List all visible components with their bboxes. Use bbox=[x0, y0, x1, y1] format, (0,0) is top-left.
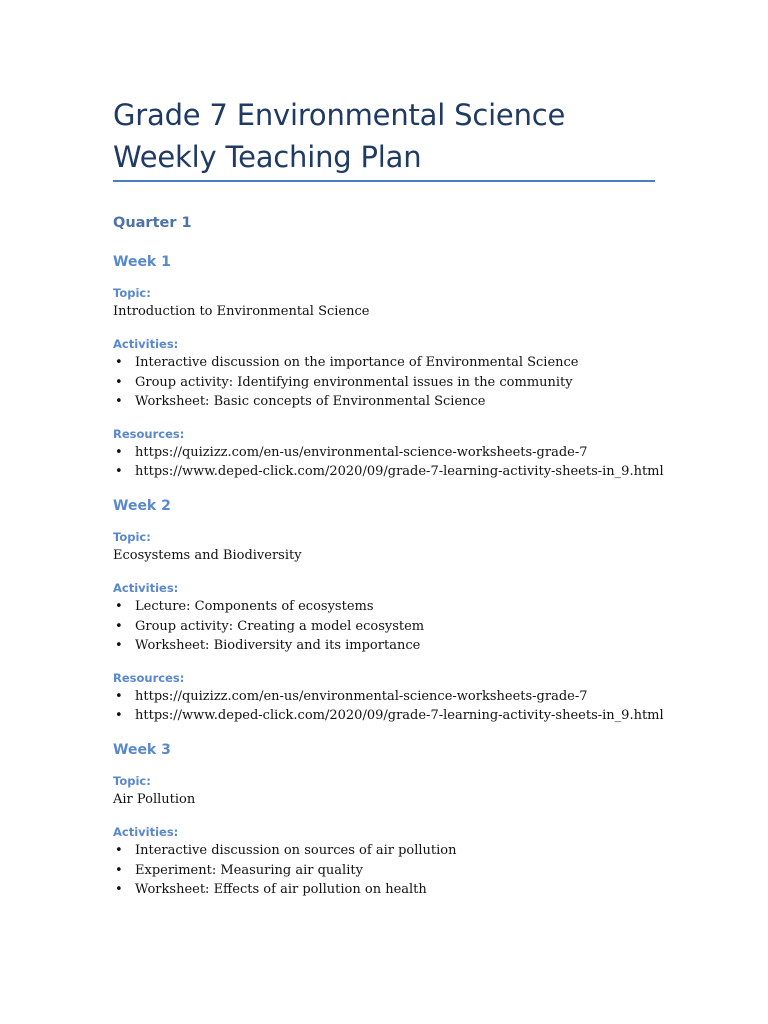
bullet-icon: • bbox=[115, 394, 123, 410]
resources-list bbox=[113, 687, 673, 726]
bullet-icon: • bbox=[115, 355, 123, 370]
week-section bbox=[113, 252, 673, 482]
bullet-icon: • bbox=[115, 598, 123, 614]
resource-link[interactable]: https://quizizz.com/en-us/environmental-science-worksheets-grade-7 bbox=[135, 688, 588, 704]
activity-text: Worksheet: Biodiversity and its importance bbox=[135, 638, 421, 654]
activity-text: Interactive discussion on the importance of Environmental Science bbox=[135, 355, 579, 370]
bullet-icon: • bbox=[115, 842, 123, 858]
topic-label: Topic: bbox=[113, 286, 151, 300]
activity-text: Worksheet: Effects of air pollution on health bbox=[135, 882, 427, 898]
activity-text: Interactive discussion on sources of air pollution bbox=[135, 842, 457, 858]
bullet-icon: • bbox=[115, 638, 123, 654]
activities-list bbox=[113, 841, 673, 900]
activity-item bbox=[113, 597, 673, 617]
bullet-icon: • bbox=[115, 444, 123, 460]
bullet-icon: • bbox=[115, 882, 123, 898]
activity-text: Lecture: Components of ecosystems bbox=[135, 598, 374, 614]
activities-label: Activities: bbox=[113, 824, 179, 839]
activity-text: Group activity: Identifying environmental issues in the community bbox=[135, 374, 573, 390]
topic-text: Air Pollution bbox=[113, 791, 196, 807]
resource-link[interactable]: https://quizizz.com/en-us/environmental-science-worksheets-grade-7 bbox=[135, 444, 588, 460]
activities-label: Activities: bbox=[113, 580, 179, 595]
topic-label: Topic: bbox=[113, 773, 151, 788]
activity-item bbox=[113, 636, 673, 656]
topic-text: Introduction to Environmental Science bbox=[113, 304, 370, 319]
week-heading: Week 1 bbox=[113, 254, 171, 270]
resource-link[interactable]: https://www.deped-click.com/2020/09/grade-7-learning-activity-sheets-in_9.html bbox=[135, 464, 664, 480]
bullet-icon: • bbox=[115, 688, 123, 704]
topic-text: Ecosystems and Biodiversity bbox=[113, 547, 302, 563]
bullet-icon: • bbox=[115, 708, 123, 724]
activity-item bbox=[113, 373, 673, 393]
activity-text: Worksheet: Basic concepts of Environmental Science bbox=[135, 394, 486, 410]
resources-list bbox=[113, 443, 673, 482]
resources-label: Resources: bbox=[113, 426, 185, 441]
resource-item bbox=[113, 462, 673, 482]
resources-label: Resources: bbox=[113, 670, 185, 685]
bullet-icon: • bbox=[115, 374, 123, 390]
activity-item bbox=[113, 880, 673, 900]
activity-item bbox=[113, 392, 673, 412]
resource-item bbox=[113, 687, 673, 707]
activity-text: Group activity: Creating a model ecosystem bbox=[135, 618, 425, 634]
activities-label: Activities: bbox=[113, 337, 179, 351]
activity-item bbox=[113, 617, 673, 637]
activities-list bbox=[113, 597, 673, 656]
week-heading: Week 2 bbox=[113, 497, 171, 514]
week-heading: Week 3 bbox=[113, 741, 171, 758]
activity-item bbox=[113, 841, 673, 861]
activity-item bbox=[113, 353, 673, 373]
quarter-heading: Quarter 1 bbox=[113, 215, 192, 231]
resource-item bbox=[113, 706, 673, 726]
bullet-icon: • bbox=[115, 464, 123, 480]
bullet-icon: • bbox=[115, 618, 123, 634]
document-body bbox=[113, 212, 673, 914]
bullet-icon: • bbox=[115, 862, 123, 878]
week-section bbox=[113, 496, 673, 726]
activity-text: Experiment: Measuring air quality bbox=[135, 862, 363, 878]
title-divider bbox=[113, 180, 655, 182]
resource-item bbox=[113, 443, 673, 463]
activity-item bbox=[113, 861, 673, 881]
activities-list bbox=[113, 353, 673, 412]
document-title: Grade 7 Environmental Science Weekly Teaching Plan bbox=[113, 98, 566, 174]
resource-link[interactable]: https://www.deped-click.com/2020/09/grade-7-learning-activity-sheets-in_9.html bbox=[135, 708, 664, 724]
week-section bbox=[113, 740, 673, 900]
topic-label: Topic: bbox=[113, 529, 151, 544]
